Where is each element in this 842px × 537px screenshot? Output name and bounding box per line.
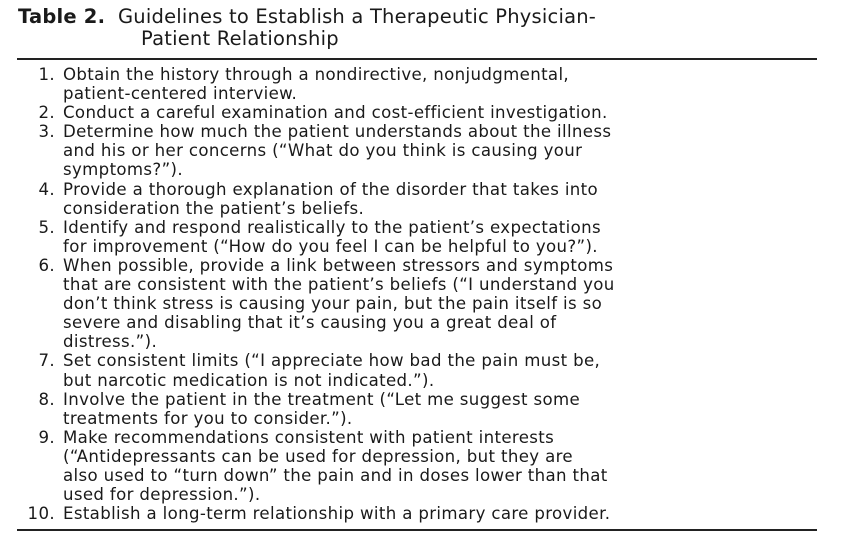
guideline-number: 10. bbox=[27, 504, 55, 524]
table-label: Table 2. bbox=[18, 5, 106, 28]
guideline-number: 2. bbox=[38, 103, 55, 123]
guideline-text-line: don’t think stress is causing your pain, but the pain itself is so bbox=[63, 294, 603, 314]
guideline-item bbox=[17, 504, 817, 523]
guideline-item bbox=[17, 351, 817, 389]
guideline-list bbox=[17, 60, 817, 529]
guideline-text-line: Obtain the history through a nondirective, nonjudgmental, bbox=[63, 65, 570, 84]
guideline-number: 5. bbox=[38, 217, 55, 237]
guideline-number: 7. bbox=[38, 351, 55, 371]
guideline-text-line: (“Antidepressants can be used for depression, but they are bbox=[63, 446, 573, 466]
guideline-text-line: severe and disabling that it’s causing you a great deal of bbox=[63, 313, 557, 333]
guideline-number: 3. bbox=[38, 122, 55, 142]
guideline-text-line: that are consistent with the patient’s beliefs (“I understand you bbox=[63, 275, 615, 295]
table-title-line-2: Patient Relationship bbox=[141, 27, 339, 50]
guideline-text-line: also used to “turn down” the pain and in doses lower than that bbox=[63, 465, 608, 485]
guidelines-table bbox=[17, 6, 817, 531]
guideline-number: 6. bbox=[38, 255, 55, 275]
bottom-rule bbox=[17, 529, 817, 531]
guideline-text-line: When possible, provide a link between stressors and symptoms bbox=[63, 255, 614, 275]
table-title-line-1: Guidelines to Establish a Therapeutic Physician- bbox=[118, 5, 597, 28]
guideline-text-line: used for depression.”). bbox=[63, 485, 261, 505]
guideline-text-line: and his or her concerns (“What do you think is causing your bbox=[63, 141, 583, 161]
guideline-text-line: Make recommendations consistent with patient interests bbox=[63, 427, 555, 447]
guideline-text-line: for improvement (“How do you feel I can be helpful to you?”). bbox=[63, 236, 598, 256]
guideline-item bbox=[17, 428, 817, 504]
guideline-text-line: Set consistent limits (“I appreciate how bad the pain must be, bbox=[63, 351, 601, 371]
guideline-number: 9. bbox=[38, 427, 55, 447]
guideline-item bbox=[17, 218, 817, 256]
guideline-text-line: Conduct a careful examination and cost-efficient investigation. bbox=[63, 103, 608, 123]
guideline-text-line: treatments for you to consider.”). bbox=[63, 408, 353, 428]
guideline-text-line: Identify and respond realistically to the patient’s expectations bbox=[63, 217, 601, 237]
guideline-text-line: Provide a thorough explanation of the disorder that takes into bbox=[63, 179, 599, 199]
guideline-text-line: but narcotic medication is not indicated.”). bbox=[63, 370, 435, 390]
guideline-item bbox=[17, 103, 817, 122]
guideline-item bbox=[17, 180, 817, 218]
guideline-text-line: Involve the patient in the treatment (“Let me suggest some bbox=[63, 389, 581, 409]
guideline-number: 4. bbox=[38, 179, 55, 199]
guideline-text-line: distress.”). bbox=[63, 332, 158, 352]
guideline-number: 8. bbox=[38, 389, 55, 409]
guideline-item bbox=[17, 65, 817, 103]
guideline-number: 1. bbox=[38, 65, 55, 84]
guideline-text-line: Establish a long-term relationship with a primary care provider. bbox=[63, 504, 611, 524]
guideline-text-line: Determine how much the patient understands about the illness bbox=[63, 122, 612, 142]
guideline-item bbox=[17, 390, 817, 428]
caption-line-1 bbox=[18, 6, 817, 28]
guideline-text-line: consideration the patient’s beliefs. bbox=[63, 198, 365, 218]
guideline-item bbox=[17, 256, 817, 351]
table-caption bbox=[17, 6, 817, 50]
guideline-text-line: symptoms?”). bbox=[63, 160, 183, 180]
guideline-item bbox=[17, 122, 817, 179]
guideline-text-line: patient-centered interview. bbox=[63, 84, 298, 104]
